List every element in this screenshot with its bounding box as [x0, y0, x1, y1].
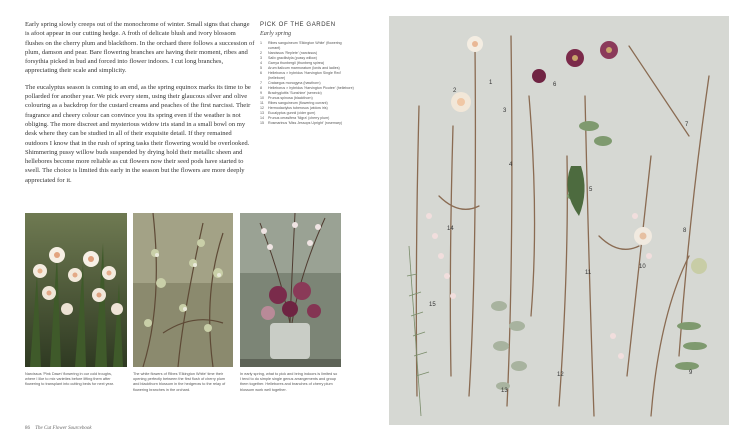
pick-of-garden-sidebar — [260, 22, 355, 126]
plate-label-7: 7 — [685, 122, 689, 128]
plate-label-3: 3 — [503, 108, 507, 114]
key-item: 13 Eucalyptus gunnii (cider gum) — [260, 111, 316, 115]
plate-label-13: 13 — [501, 388, 508, 394]
flower-plate-photo — [389, 16, 729, 425]
page-footer — [25, 426, 92, 431]
ribes-photo — [133, 213, 233, 367]
key-item: 7 Crataegus monogyna (hawthorn) — [260, 81, 321, 85]
key-item: 6 Helleborus × hybridus 'Harvington Single Red' (hellebore) — [260, 71, 342, 80]
plate-label-8: 8 — [683, 228, 687, 234]
plate-label-2: 2 — [453, 88, 457, 94]
body-text — [25, 20, 255, 192]
key-item: 4 Garrya thunbergii (thunberg spirea) — [260, 61, 325, 65]
plate-label-14: 14 — [447, 226, 454, 232]
key-item: 14 Prunus cerasifera 'Nigra' (cherry plum) — [260, 116, 330, 120]
key-item: 11 Ribes sanguineum (flowering currant) — [260, 101, 328, 105]
plate-label-15: 15 — [429, 302, 436, 308]
plate-label-5: 5 — [589, 187, 593, 193]
plant-key-list — [260, 41, 355, 126]
hellebore-photo — [240, 213, 341, 367]
key-item: 5 Arum italicum marmoratum (lords and ladies) — [260, 66, 340, 70]
sidebar-title: PICK OF THE GARDEN — [260, 22, 336, 28]
page-number: 86 — [25, 426, 30, 431]
key-item: 10 Prunus spinosa (blackthorn) — [260, 96, 313, 100]
plate-label-6: 6 — [553, 82, 557, 88]
key-item: 15 Rosmarinus 'Miss Jessops Upright' (rosemary) — [260, 121, 343, 125]
key-item: 9 Brachyglottis 'Sunshine' (senecio) — [260, 91, 322, 95]
plate-label-1: 1 — [489, 80, 493, 86]
key-item: 12 Hermodactylus tuberosus (widow iris) — [260, 106, 328, 110]
caption-narcissus: Narcissus 'Pink Dawn' flowering in our cold troughs, where I like to mix varieties before lifting them after flowering to transplant into cutting beds for next year. — [25, 372, 114, 387]
plate-label-11: 11 — [585, 270, 592, 276]
book-title: The Cut Flower Sourcebook — [35, 426, 92, 431]
caption-ribes: The white flowers of Ribes 'Elkington White' time their opening perfectly between the first flush of cherry plum and blackthorn blossom in the hedgerow to the relay of flowering branches in the orchard. — [133, 372, 226, 392]
body-paragraph-2: The eucalyptus season is coming to an end, as the spring equinox marks its time to be pollarded for another year. We pick every stem, using their glaucous silver and olive colouring as a backdrop for the custard creams and peaches of the first narcissi. Their fragrance and cheery colour can convince you its spring even if the weather is not obliging. The more discreet and mysterious widow iris stand in a small bowl on my desk where they can be studied in all of their exquisite detail. If they remained outdoors I know that in the rush of spring tasks their flowering would be overlooked. Shimmering pussy willow buds suspended by drying hold their metallic sheen and hellebores become more reliable as cut flowers now their seed pods have started to swell. The choice is limited this early in the season but the flowers are more deeply appreciated for it. — [25, 83, 251, 184]
key-item: 1 Ribes sanguineum 'Elkington White' (flowering currant) — [260, 41, 342, 50]
key-item: 2 Narcissus 'Replete' (narcissus) — [260, 51, 318, 55]
key-item: 8 Helleborus × hybridus 'Harvington Picotee' (hellebore) — [260, 86, 354, 90]
key-item: 3 Salix gracilistyla (pussy willow) — [260, 56, 317, 60]
narcissus-photo — [25, 213, 127, 367]
sidebar-subtitle: Early spring — [260, 30, 292, 37]
caption-hellebore: In early spring, what to pick and bring indoors is limited so I tend to do simple single genus arrangements and group them together. Hellebores and branches of cherry plum blossom work well together. — [240, 372, 338, 392]
plate-label-4: 4 — [509, 162, 513, 168]
plate-label-12: 12 — [557, 372, 564, 378]
body-paragraph-1: Early spring slowly creeps out of the monochrome of winter. Small signs that change is afoot appear in our cutting hedge. A froth of delicate blush and ivory blossom flushes on the cherry plum and blackthorn. In the orchard there follows a succession of plum, damson and pear. Bare flowering branches are having their moment, ribes and forsythia picked in bud and forced into flower indoors. I cut long branches, appreciating their scale and simplicity. — [25, 21, 255, 75]
plate-label-9: 9 — [689, 370, 693, 376]
plate-label-10: 10 — [639, 264, 646, 270]
